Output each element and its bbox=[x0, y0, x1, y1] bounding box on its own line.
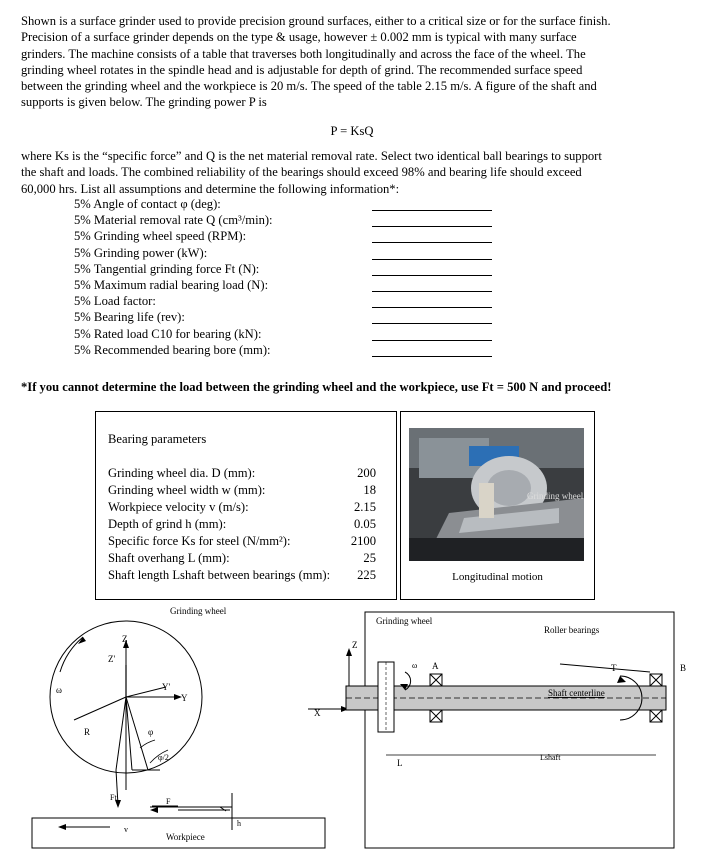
shaft-bearings-figure bbox=[300, 605, 704, 858]
grinding-wheel-label: Grinding wheel bbox=[170, 606, 227, 616]
body-line: where Ks is the “specific force” and Q is the net material removal rate. Select two identical ball bearings to support bbox=[21, 149, 602, 163]
answer-blank[interactable] bbox=[372, 242, 492, 243]
photo-caption: Longitudinal motion bbox=[452, 571, 543, 583]
phi-label: φ bbox=[148, 727, 154, 737]
grinder-photo bbox=[409, 428, 584, 561]
torque-label: T bbox=[611, 663, 617, 673]
shaft-frame bbox=[365, 612, 674, 848]
phi-half-label: φ/2 bbox=[158, 753, 169, 762]
answer-blank[interactable] bbox=[372, 210, 492, 211]
power-formula: P = KsQ bbox=[330, 124, 374, 138]
answer-blank[interactable] bbox=[372, 356, 492, 357]
shaft-centerline-label: Shaft centerline bbox=[548, 688, 605, 698]
grinding-wheel-label: Grinding wheel bbox=[376, 616, 433, 626]
param-row: Specific force Ks for steel (N/mm²): 2100 bbox=[108, 534, 376, 548]
h-label: h bbox=[237, 819, 241, 828]
answer-list bbox=[74, 196, 504, 358]
footnote: *If you cannot determine the load between the grinding wheel and the workpiece, use Ft = 500 N and proceed! bbox=[21, 380, 612, 394]
answer-item: 5% Rated load C10 for bearing (kN): bbox=[74, 326, 504, 342]
workpiece-label: Workpiece bbox=[166, 832, 205, 842]
f-label: F bbox=[166, 797, 171, 806]
v-label: v bbox=[124, 825, 128, 834]
answer-item: 5% Load factor: bbox=[74, 293, 504, 309]
bearing-a-label: A bbox=[432, 661, 439, 671]
answer-item: 5% Tangential grinding force Ft (N): bbox=[74, 261, 504, 277]
answer-item: 5% Grinding wheel speed (RPM): bbox=[74, 228, 504, 244]
intro-line: grinding wheel rotates in the spindle head and is adjustable for depth of grind. The recommended surface speed bbox=[21, 62, 583, 77]
intro-line: grinders. The machine consists of a table that traverses both longitudinally and across the face of the wheel. The bbox=[21, 46, 586, 61]
answer-item: 5% Angle of contact φ (deg): bbox=[74, 196, 504, 212]
wheel-geometry-figure bbox=[0, 600, 350, 858]
answer-blank[interactable] bbox=[372, 259, 492, 260]
y-prime-label: Y' bbox=[162, 682, 171, 692]
shaft-length-label: Lshaft bbox=[540, 753, 561, 762]
bearing-parameters-title: Bearing parameters bbox=[108, 432, 207, 446]
answer-item: 5% Recommended bearing bore (mm): bbox=[74, 342, 504, 358]
param-row: Workpiece velocity v (m/s): 2.15 bbox=[108, 500, 376, 514]
answer-blank[interactable] bbox=[372, 226, 492, 227]
y-label: Y bbox=[181, 693, 188, 703]
z-prime-label: Z' bbox=[108, 654, 116, 664]
z-label: Z bbox=[122, 634, 128, 644]
bearing-b-label: B bbox=[680, 663, 687, 673]
answer-blank[interactable] bbox=[372, 307, 492, 308]
param-row: Shaft length Lshaft between bearings (mm): 225 bbox=[108, 568, 376, 582]
answer-item: 5% Grinding power (kW): bbox=[74, 245, 504, 261]
answer-blank[interactable] bbox=[372, 323, 492, 324]
answer-item: 5% Bearing life (rev): bbox=[74, 309, 504, 325]
body-line: the shaft and loads. The combined reliability of the bearings should exceed 98% and bearing life should exceed bbox=[21, 165, 582, 180]
answer-item: 5% Material removal rate Q (cm³/min): bbox=[74, 212, 504, 228]
requirements-paragraph bbox=[21, 148, 685, 197]
z-label: Z bbox=[352, 640, 358, 650]
param-row: Grinding wheel width w (mm): 18 bbox=[108, 483, 376, 497]
roller-bearings-label: Roller bearings bbox=[544, 625, 600, 635]
grinder-photo-box bbox=[400, 411, 595, 600]
ft-label: Ft bbox=[110, 793, 117, 802]
param-row: Grinding wheel dia. D (mm): 200 bbox=[108, 466, 376, 480]
bearing-parameters-box bbox=[95, 411, 397, 600]
answer-blank[interactable] bbox=[372, 340, 492, 341]
intro-line: Precision of a surface grinder depends on the type & usage, however ± 0.002 mm is typical with many surface bbox=[21, 30, 577, 45]
answer-blank[interactable] bbox=[372, 275, 492, 276]
param-row: Shaft overhang L (mm): 25 bbox=[108, 551, 376, 565]
answer-blank[interactable] bbox=[372, 291, 492, 292]
intro-line: supports is given below. The grinding power P is bbox=[21, 95, 267, 110]
radius-label: R bbox=[84, 727, 91, 737]
param-row: Depth of grind h (mm): 0.05 bbox=[108, 517, 376, 531]
intro-line: between the grinding wheel and the workpiece is 20 m/s. The speed of the table 2.15 m/s. A figure of the shaft and bbox=[21, 79, 597, 94]
overhang-label: L bbox=[397, 758, 403, 768]
intro-paragraph bbox=[21, 13, 685, 111]
photo-wheel-label: Grinding wheel bbox=[527, 491, 584, 501]
omega-label: ω bbox=[412, 661, 418, 670]
x-label: X bbox=[314, 708, 321, 718]
intro-line: Shown is a surface grinder used to provide precision ground surfaces, either to a critical size or for the surface finish. bbox=[21, 14, 611, 28]
answer-item: 5% Maximum radial bearing load (N): bbox=[74, 277, 504, 293]
body-line: 60,000 hrs. List all assumptions and determine the following information*: bbox=[21, 181, 400, 196]
omega-label: ω bbox=[56, 685, 62, 695]
